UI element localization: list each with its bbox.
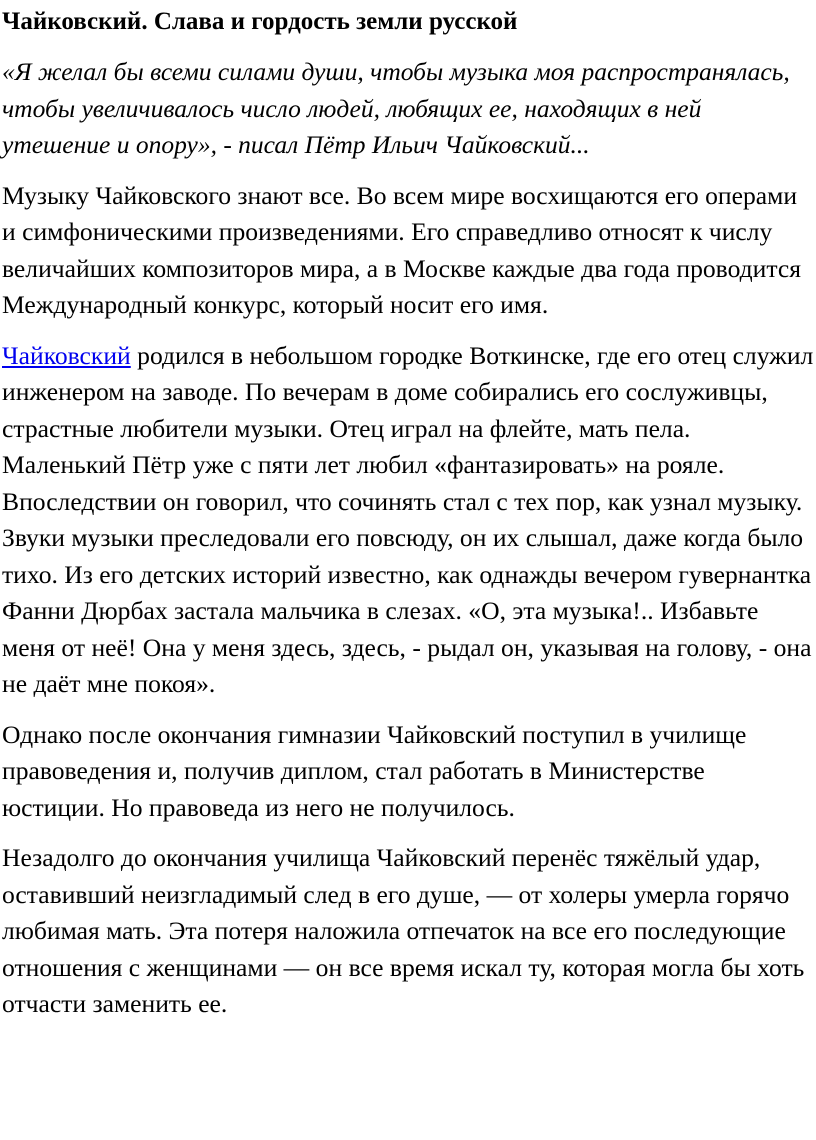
paragraph-childhood: [2, 338, 814, 703]
paragraph-childhood-text: родился в небольшом городке Воткинске, где его отец служил инженером на заводе. По вечерам в доме собирались его сослуживцы, страстные любители музыки. Отец играл на флейте, мать пела. Маленький Пётр уже с пяти лет любил «фантазировать» на рояле. Впоследствии он говорил, что сочинять стал с тех пор, как узнал музыку. Звуки музыки преследовали его повсюду, он их слышал, даже когда было тихо. Из его детских историй известно, как однажды вечером гувернантка Фанни Дюрбах застала мальчика в слезах. «О, эта музыка!.. Избавьте меня от неё! Она у меня здесь, здесь, - рыдал он, указывая на голову, - она не даёт мне покоя».: [2, 340, 814, 698]
page-title: Чайковский. Слава и гордость земли русской: [2, 8, 518, 35]
document-page: [2, 0, 814, 1023]
paragraph-fame: Музыку Чайковского знают все. Во всем мире восхищаются его операми и симфоническими произведениями. Его справедливо относят к числу величайших композиторов мира, а в Москве каждые два года проводится Международный конкурс, который носит его имя.: [2, 180, 801, 319]
paragraph-mother-loss: Незадолго до окончания училища Чайковский перенёс тяжёлый удар, оставивший неизгладимый след в его душе, — от холеры умерла горячо любимая мать. Эта потеря наложила отпечаток на все его последующие отношения с женщинами — он все время искал ту, которая могла бы хоть отчасти заменить ее.: [2, 843, 805, 1018]
epigraph-quote: «Я желал бы всеми силами души, чтобы музыка моя распространялась, чтобы увеличивалось число людей, любящих ее, находящих в ней утешение и опору», - писал Пётр Ильич Чайковский...: [2, 57, 790, 159]
tchaikovsky-link[interactable]: Чайковский: [2, 340, 131, 370]
paragraph-law-school: Однако после окончания гимназии Чайковский поступил в училище правоведения и, получив диплом, стал работать в Министерстве юстиции. Но правоведа из него не получилось.: [2, 719, 747, 822]
